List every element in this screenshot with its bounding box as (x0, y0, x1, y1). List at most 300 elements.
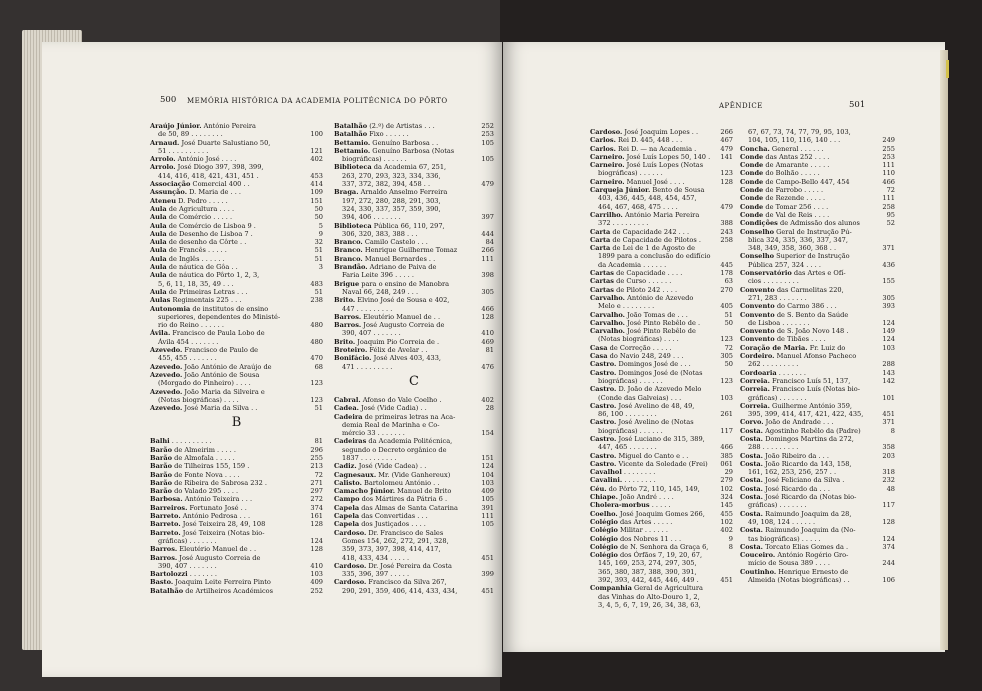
index-term-detail: Arnaldo Anselmo Ferreira (358, 188, 448, 197)
index-entry (590, 394, 733, 402)
index-term-detail: de Inglês . . . . . . (166, 254, 225, 263)
index-term: Conde (740, 161, 764, 170)
index-entry (590, 476, 733, 484)
index-continuation: 414, 416, 418, 421, 431, 451 . (158, 171, 259, 180)
index-term: Barão (150, 478, 172, 487)
index-page-ref: 470 (310, 354, 323, 363)
index-entry (740, 369, 895, 377)
index-continuation: 288 . . . . . . . . . (748, 443, 799, 452)
index-term: Carvalho. (590, 310, 625, 319)
index-page-ref: 9 (318, 229, 323, 238)
index-entry (740, 493, 895, 501)
index-entry (334, 346, 494, 354)
index-term: Cardoso. (590, 128, 623, 136)
index-entry (150, 363, 323, 371)
index-term: Brito. (334, 337, 356, 346)
index-entry (334, 504, 494, 512)
index-term: Casa (590, 343, 608, 352)
index-page-ref: 388 (720, 219, 733, 228)
index-term-detail: Bartolomeu António . . (361, 478, 440, 487)
index-page-ref: 453 (310, 171, 323, 180)
index-term-detail: de Comércio de Lisboa 9 . (166, 221, 256, 230)
index-entry (740, 194, 895, 202)
index-term-detail: do Valado 295 . . . . (172, 487, 239, 496)
index-entry (150, 520, 323, 528)
index-term: Aula (150, 221, 167, 230)
index-page-ref: 272 (310, 495, 323, 504)
index-term-detail: do Bolhão . . . . . (763, 169, 820, 178)
index-entry (740, 344, 895, 352)
index-continuation: biográficas) . . . . . . (598, 376, 663, 385)
index-term: Bonifácio. (334, 354, 372, 363)
index-term: Barreiros. (150, 503, 188, 512)
index-entry (590, 219, 733, 227)
index-entry (590, 427, 733, 435)
index-continuation: 359, 373, 397, 398, 414, 417, (342, 545, 441, 554)
left-index-column-2 (334, 122, 494, 595)
index-continuation: Ávila 454 . . . . . . . (158, 337, 219, 346)
index-entry (740, 551, 895, 559)
index-term-detail: João André . . . . (617, 493, 674, 502)
index-page-ref: 50 (314, 204, 323, 213)
index-term: Couceiro. (740, 551, 776, 560)
index-page-ref: 128 (720, 177, 733, 186)
index-term-detail: do Pôrto 72, 110, 145, 149, (606, 484, 700, 493)
index-entry (150, 570, 323, 578)
index-continuation: das Vinhas do Alto-Douro 1, 2, (598, 592, 700, 601)
index-page-ref: 8 (728, 542, 733, 551)
index-entry (740, 543, 895, 551)
index-term-detail: de Comércio . . . . . (166, 213, 233, 222)
index-term-detail: Fr. Luiz do (807, 343, 846, 352)
index-entry (590, 128, 733, 136)
index-term: Castro. (590, 418, 617, 427)
index-page-ref: 128 (882, 517, 895, 526)
index-page-ref: 410 (481, 329, 494, 338)
index-page-ref: 297 (310, 487, 323, 496)
index-term-detail: da Academia 67, 251, (371, 163, 447, 172)
index-continuation: 51 . . . . . . . . . . (158, 146, 209, 155)
index-page-ref: 109 (310, 188, 323, 197)
index-term-detail: de náutica de Gôa . . (166, 263, 238, 272)
index-entry (740, 443, 895, 451)
index-term-detail: D. Maria de . . . (187, 188, 242, 197)
index-term-detail: de Francês . . . . . (166, 246, 227, 255)
index-entry (150, 155, 323, 163)
index-continuation: blica 324, 335, 336, 337, 347, (748, 235, 848, 244)
index-page-ref: 81 (485, 346, 494, 355)
index-term-detail: de institutos de ensino (190, 304, 269, 313)
index-term: Azevedo. (150, 362, 183, 371)
index-term: Convento (740, 335, 775, 344)
index-entry (150, 180, 323, 188)
index-term-detail: Dr. Francisco de Sales (366, 528, 444, 537)
index-page-ref: 51 (724, 310, 733, 319)
index-entry (590, 194, 733, 202)
index-entry (334, 354, 494, 362)
index-entry (150, 537, 323, 545)
index-term-detail: de Curso . . . . . . (614, 277, 672, 286)
index-continuation: 390, 407 . . . . . . . (158, 561, 217, 570)
index-continuation: 161, 162, 253, 256, 257 . . (748, 468, 837, 477)
index-entry (334, 554, 494, 562)
index-term-detail: de Almeirim . . . . . (172, 445, 236, 454)
index-entry (740, 277, 895, 285)
index-page-ref: 398 (481, 271, 494, 280)
index-page-ref: 103 (882, 343, 895, 352)
index-page-ref: 451 (481, 553, 494, 562)
index-term-detail: para o ensino de Manobra (359, 279, 450, 288)
index-term: Carta (590, 227, 611, 236)
index-continuation: tas biográficas) . . . . . (748, 534, 821, 543)
index-term-detail: Guilherme António 359, (769, 401, 852, 410)
index-page-ref: 479 (720, 144, 733, 153)
index-entry (590, 460, 733, 468)
left-running-head: MEMÓRIA HISTÓRICA DA ACADEMIA POLITÉCNICA DO PÔRTO (187, 97, 448, 105)
index-page-ref: 103 (310, 570, 323, 579)
index-term-detail: dos Órfãos 7, 19, 20, 67, (617, 551, 703, 560)
index-entry (590, 369, 733, 377)
index-term: Conde (740, 152, 764, 161)
index-page-ref: 72 (886, 186, 895, 195)
index-entry (740, 418, 895, 426)
index-term: Azevedo. (150, 346, 183, 355)
right-index-column-2 (740, 128, 895, 584)
index-entry (590, 186, 733, 194)
index-entry (590, 443, 733, 451)
index-term: Conde (740, 177, 764, 186)
index-entry (334, 122, 494, 130)
index-page-ref: 466 (882, 177, 895, 186)
index-entry (740, 178, 895, 186)
index-continuation: 290, 291, 359, 406, 414, 433, 434, (342, 586, 458, 595)
index-entry (590, 319, 733, 327)
index-entry (590, 435, 733, 443)
index-entry (590, 236, 733, 244)
index-term-detail: Genuíno Barbosa . . (370, 138, 439, 147)
index-page-ref: 72 (724, 343, 733, 352)
index-term-detail: Francisco Luís (Notas bio- (769, 385, 860, 394)
index-term-detail: José Diogo 397, 398, 399, (175, 163, 264, 172)
index-term-detail: José Augusto Correia de (361, 321, 445, 330)
index-term-detail: João Ribeiro da . . . (762, 451, 829, 460)
right-page (503, 42, 945, 652)
index-page-ref: 103 (720, 393, 733, 402)
index-entry (740, 568, 895, 576)
index-term: Araújo Júnior. (150, 122, 202, 130)
index-page-ref: 3 (318, 263, 323, 272)
index-section-letter: C (409, 373, 419, 389)
index-term: Castro. (590, 459, 617, 468)
index-term-detail: das Antas 252 . . . . (763, 152, 830, 161)
index-term-detail: Afonso do Vale Coelho . (360, 395, 442, 404)
index-term-detail: José Pinto Rebêlo de . (624, 318, 701, 327)
right-index-column-1 (590, 128, 733, 609)
index-page-ref: 178 (720, 269, 733, 278)
index-term-detail: José Joaquim Gomes 266, (617, 509, 705, 518)
index-continuation: 394, 406 . . . . . . . (342, 213, 401, 222)
index-term: Aula (150, 229, 167, 238)
index-term-detail: de desenho da Côrte . . (166, 238, 247, 247)
index-continuation: mércio 33 . . . . . . . (342, 429, 405, 438)
index-term-detail: Raimundo Joaquim da (No- (762, 526, 856, 535)
index-term-detail: José Joaquim Lopes . . (622, 128, 699, 136)
index-page-ref: 105 (481, 495, 494, 504)
index-continuation: 271, 283 . . . . . . . (748, 293, 807, 302)
index-entry (740, 153, 895, 161)
index-term: Autonomia (150, 304, 191, 313)
index-term: Conde (740, 202, 764, 211)
index-term: Cabral. (334, 395, 361, 404)
index-page-ref: 123 (720, 335, 733, 344)
index-entry (740, 435, 895, 443)
index-entry (740, 286, 895, 294)
index-term: Barros. (334, 321, 362, 330)
index-term: Barão (150, 453, 172, 462)
index-term: Coelho. (590, 509, 618, 518)
index-entry (740, 244, 895, 252)
index-page-ref: 324 (720, 493, 733, 502)
index-entry (590, 145, 733, 153)
index-term: Cagnesaux. (334, 470, 377, 479)
index-continuation: Melo e . . . . . . . . (598, 302, 655, 311)
index-page-ref: 105 (481, 520, 494, 529)
index-entry (150, 379, 323, 387)
index-term-detail: António Pereira (201, 122, 256, 130)
index-term-detail: João Tomas de . . . (624, 310, 688, 319)
index-page-ref: 51 (314, 287, 323, 296)
index-term: Conde (740, 194, 764, 203)
index-page-ref: 451 (481, 586, 494, 595)
index-term: Costa. (740, 509, 763, 518)
index-term: Companhia (590, 584, 632, 593)
index-page-ref: 266 (720, 128, 733, 136)
index-entry (740, 468, 895, 476)
index-entry (150, 354, 323, 362)
index-page-ref: 253 (882, 152, 895, 161)
index-continuation: biográficas) . . . . . . (598, 426, 663, 435)
index-entry (740, 377, 895, 385)
index-continuation: Pública 257, 324 . . . . (748, 260, 821, 269)
index-page-ref: 145 (720, 501, 733, 510)
index-term: Céu. (590, 484, 607, 493)
index-term-detail: José (Vide Cadea) . . (356, 462, 427, 471)
index-continuation: de 50, 89 . . . . . . . . (158, 130, 223, 139)
index-continuation: Almeida (Notas biográficas) . . (748, 576, 850, 585)
index-page-ref: 111 (481, 254, 494, 263)
index-page-ref: 252 (310, 586, 323, 595)
index-continuation: 335, 396, 397 . . . . . (342, 570, 410, 579)
index-page-ref: 123 (720, 169, 733, 178)
index-page-ref: 445 (720, 260, 733, 269)
index-term-detail: José Maria da Silva . . (182, 404, 258, 413)
index-continuation: 197, 272, 280, 288, 291, 303, (342, 196, 441, 205)
index-page-ref: 261 (720, 410, 733, 419)
index-entry (740, 518, 895, 526)
index-term: Conservatório (740, 269, 792, 278)
index-term: Castro. (590, 368, 617, 377)
index-term: Costa. (740, 434, 763, 443)
index-page-ref: 124 (882, 534, 895, 543)
index-term-detail: António Pedrosa . . . (180, 512, 251, 521)
index-term-detail: João Maria da Silveira e (182, 387, 265, 396)
index-term: Capela (334, 503, 360, 512)
index-term: Cardoso. (334, 528, 367, 537)
index-term: Cardoso. (334, 578, 367, 587)
index-continuation: gráficas) . . . . . . . (748, 393, 807, 402)
index-term: Cartas (590, 277, 615, 286)
index-term-detail: (2.º) de Artistas . . . (367, 122, 435, 130)
index-term-detail: António Teixeira . . . (182, 495, 253, 504)
index-page-ref: 105 (481, 155, 494, 164)
index-entry (740, 385, 895, 393)
index-entry (590, 452, 733, 460)
index-page-ref: 371 (882, 418, 895, 427)
index-entry (334, 338, 494, 346)
index-entry (334, 537, 494, 545)
index-term: Cordeiro. (740, 352, 775, 361)
index-entry (740, 269, 895, 277)
index-continuation: 67, 67, 73, 74, 77, 79, 95, 103, (748, 128, 851, 136)
index-term: Castro. (590, 401, 617, 410)
index-continuation: (Conde das Galveias) . . . (598, 393, 682, 402)
index-page-ref: 111 (882, 194, 895, 203)
index-term: Capela (334, 512, 360, 521)
index-entry (150, 529, 323, 537)
index-term: Aula (150, 238, 167, 247)
index-entry (150, 396, 323, 404)
index-entry (590, 418, 733, 426)
index-entry (150, 271, 323, 279)
right-page-edge (940, 50, 948, 650)
index-term-detail: Henrique Ernesto de (776, 567, 849, 576)
index-term: Conde (740, 169, 764, 178)
index-continuation: de Lisboa . . . . . . . (748, 318, 810, 327)
index-term: Correia. (740, 401, 770, 410)
index-term-detail: João de Andrade . . . (763, 418, 834, 427)
index-page-ref: 255 (310, 453, 323, 462)
index-page-ref: 151 (481, 453, 494, 462)
index-entry (334, 479, 494, 487)
index-page-ref: 5 (318, 221, 323, 230)
index-entry (740, 526, 895, 534)
index-entry (150, 296, 323, 304)
index-term-detail: de Fonte Nova . . . . (172, 470, 240, 479)
index-term: Aula (150, 213, 167, 222)
index-entry (334, 495, 494, 503)
index-term-detail: . . . . . . . (776, 368, 806, 377)
index-term-detail: José Luciano de 315, 389, (616, 434, 705, 443)
index-page-ref: 95 (886, 210, 895, 219)
index-term: Convento (740, 310, 775, 319)
index-entry (740, 402, 895, 410)
index-entry (590, 327, 733, 335)
index-term-detail: António Rogério Gro- (775, 551, 849, 560)
index-term: Costa. (740, 451, 763, 460)
index-term-detail: João António de Araújo de (182, 362, 272, 371)
index-page-ref: 238 (310, 296, 323, 305)
index-entry (334, 429, 494, 437)
index-page-ref: 436 (882, 260, 895, 269)
index-page-ref: 63 (724, 277, 733, 286)
index-entry (590, 551, 733, 559)
index-entry (590, 203, 733, 211)
index-term-detail: . . . . . . . (187, 570, 218, 579)
index-entry (740, 169, 895, 177)
index-page-ref: 414 (310, 180, 323, 189)
index-term: Cordoaria (740, 368, 777, 377)
index-page-ref: 100 (310, 130, 323, 139)
index-term: Bettamio. (334, 146, 371, 155)
index-term-detail: João António de Sousa (182, 370, 260, 379)
index-term: Azevedo. (150, 387, 183, 396)
index-page-ref: 318 (882, 468, 895, 477)
index-page-ref: 258 (882, 202, 895, 211)
index-term-detail: de Ribeira de Sabrosa 232 . (172, 478, 267, 487)
index-page-ref: 28 (485, 404, 494, 413)
index-term: Camacho Júnior. (334, 487, 396, 496)
index-page-ref: 279 (720, 476, 733, 485)
index-term: Azevedo. (150, 404, 183, 413)
index-entry (150, 263, 323, 271)
index-entry (740, 510, 895, 518)
index-term: Balhi (150, 437, 170, 446)
index-entry (740, 211, 895, 219)
index-term: Coutinho. (740, 567, 777, 576)
index-entry (334, 280, 494, 288)
index-term-detail: Bento de Sousa (650, 186, 705, 195)
index-page-ref: 52 (886, 219, 895, 228)
index-term: Ávila. (150, 329, 171, 338)
index-term-detail: . . . . . . . . (621, 468, 656, 477)
index-term: Biblioteca (334, 221, 372, 230)
index-term: Castro. (590, 385, 617, 394)
index-continuation: 306, 320, 383, 388 . . . (342, 229, 418, 238)
index-page-ref: 124 (882, 335, 895, 344)
index-page-ref: 258 (720, 235, 733, 244)
index-term: Barão (150, 470, 172, 479)
index-entry (334, 446, 494, 454)
index-entry (334, 139, 494, 147)
index-term-detail: José Teixeira 28, 49, 108 (180, 520, 266, 529)
index-entry (590, 501, 733, 509)
index-term: Carrilho. (590, 210, 623, 219)
index-term-detail: Joaquim Pio Correia de . (355, 337, 440, 346)
index-continuation: 392, 393, 442, 445, 446, 449 . (598, 576, 699, 585)
index-continuation: 455, 455 . . . . . . . (158, 354, 217, 363)
index-term-detail: José Feliciano da Silva . (762, 476, 845, 485)
index-page-ref: 397 (481, 213, 494, 222)
index-continuation: da Academia . . . . . . (598, 260, 667, 269)
index-page-ref: 480 (310, 337, 323, 346)
index-term-detail: Manuel José . . . . (624, 177, 685, 186)
index-entry (334, 230, 494, 238)
index-entry (590, 601, 733, 609)
index-page-ref: 106 (882, 576, 895, 585)
index-entry (150, 371, 323, 379)
index-term-detail: António Maria Pereira (622, 210, 700, 219)
index-term-detail: José Avelino de (Notas (616, 418, 694, 427)
index-entry (334, 188, 494, 196)
index-continuation: 390, 407 . . . . . . . (342, 329, 401, 338)
index-term-detail: de Capacidade de Pilotos . (610, 235, 701, 244)
index-term-detail: de primeiras letras na Aca- (362, 412, 456, 421)
index-term: Capela (334, 520, 360, 529)
index-continuation: biográficas) . . . . . . (598, 169, 663, 178)
left-page-number: 500 (160, 95, 177, 105)
index-page-ref: 50 (314, 213, 323, 222)
index-term-detail: de Amarante . . . . . (763, 161, 830, 170)
